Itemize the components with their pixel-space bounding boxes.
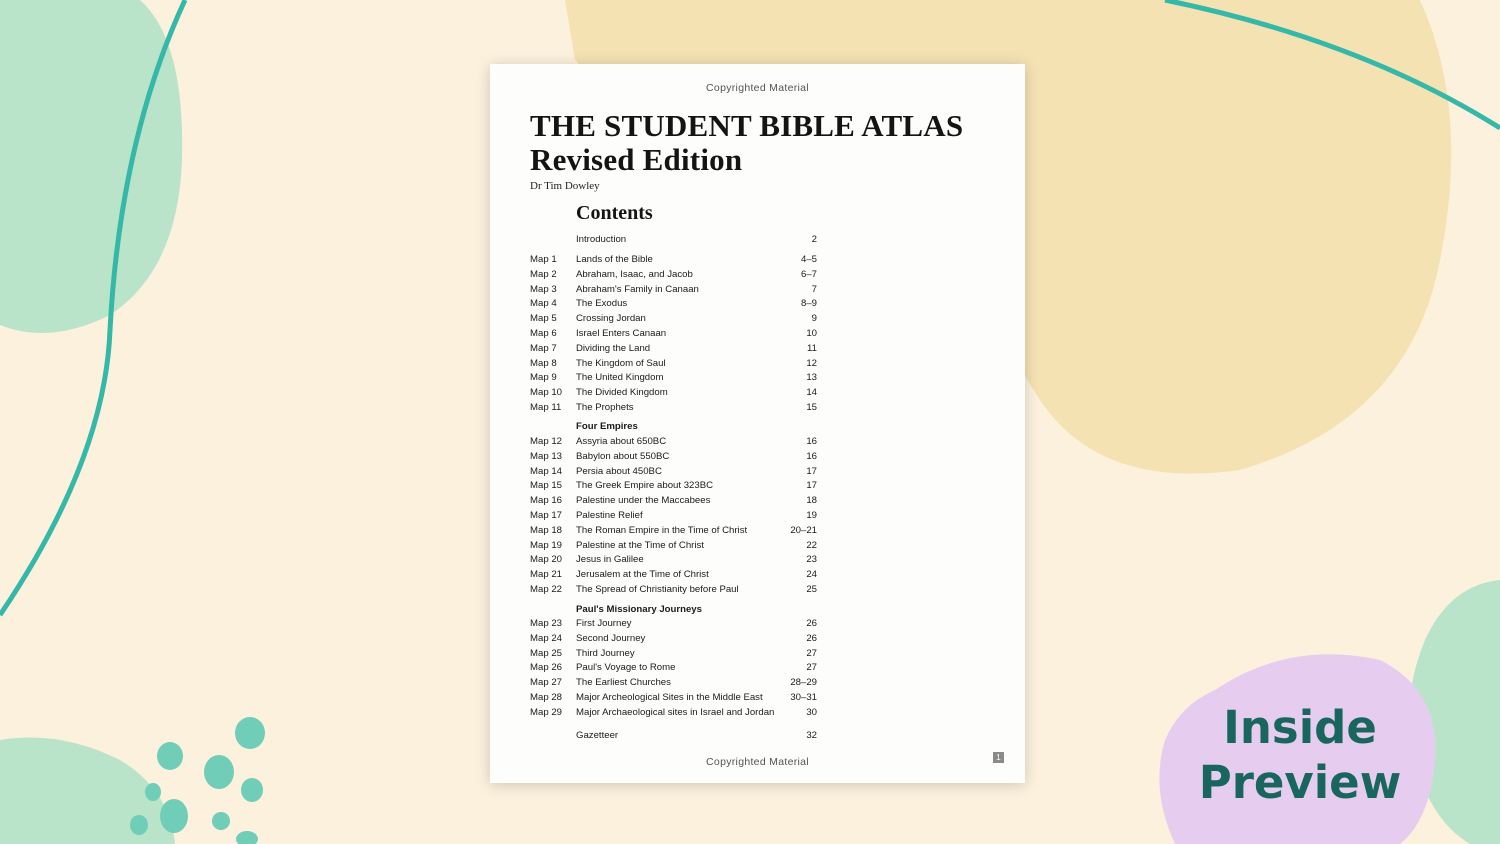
toc-map-number: Map 23: [530, 618, 562, 629]
toc-map-number: Map 20: [530, 554, 562, 566]
inside-preview-badge: [1180, 700, 1420, 810]
toc-entry: [530, 328, 817, 342]
badge-line-1: Inside: [1223, 701, 1377, 754]
toc-page-number: 4–5: [800, 254, 817, 265]
toc-map-number: Map 22: [530, 584, 562, 595]
toc-entry-title: The Kingdom of Saul: [576, 357, 666, 369]
toc-entry: [530, 451, 817, 465]
toc-entry: [530, 387, 817, 401]
toc-entry-title: Introduction: [576, 234, 627, 245]
toc-entry: [530, 584, 817, 598]
toc-entry: [530, 234, 817, 248]
section-heading-four-empires: Four Empires: [576, 421, 638, 432]
toc-entry-title: Palestine at the Time of Christ: [576, 539, 704, 551]
toc-entry: [530, 298, 817, 312]
toc-page-number: 22: [806, 539, 817, 551]
toc-entry: [530, 707, 817, 721]
book-author: Dr Tim Dowley: [530, 180, 600, 192]
toc-entry: [530, 648, 817, 662]
toc-entry-title: Lands of the Bible: [576, 254, 653, 265]
toc-entry: [530, 633, 817, 647]
badge-line-2: Preview: [1198, 756, 1402, 809]
toc-page-number: 2: [811, 234, 817, 245]
toc-entry-title: Major Archeological Sites in the Middle East: [576, 692, 763, 703]
toc-entry: [530, 525, 817, 539]
book-title-line-2: Revised Edition: [530, 142, 743, 177]
toc-entry: [530, 284, 817, 298]
toc-map-number: Map 12: [530, 436, 562, 447]
toc-page-number: 15: [806, 402, 817, 413]
toc-entry-title: The Greek Empire about 323BC: [576, 480, 714, 492]
toc-map-number: Map 27: [530, 677, 562, 689]
toc-entry-title: Palestine under the Maccabees: [576, 495, 711, 507]
toc-page-number: 18: [806, 495, 817, 507]
toc-entry: [530, 402, 817, 416]
toc-page-number: 6–7: [800, 268, 817, 280]
toc-map-number: Map 18: [530, 524, 562, 536]
toc-map-number: Map 10: [530, 387, 562, 399]
toc-entry-title: The Spread of Christianity before Paul: [576, 584, 739, 595]
toc-page-number: 30–31: [790, 692, 817, 703]
toc-entry-title: Crossing Jordan: [576, 313, 646, 325]
toc-page-number: 28–29: [790, 677, 817, 689]
toc-entry: [530, 677, 817, 691]
toc-entry: [530, 436, 817, 450]
page-number: 1: [993, 752, 1004, 763]
toc-map-number: Map 29: [530, 706, 562, 718]
copyright-notice-top: Copyrighted Material: [706, 82, 809, 94]
toc-entry-title: Paul's Voyage to Rome: [576, 662, 676, 674]
toc-entry: [530, 269, 817, 283]
toc-map-number: Map 25: [530, 647, 562, 659]
toc-map-number: Map 7: [530, 342, 557, 354]
toc-entry-title: The Divided Kingdom: [576, 387, 668, 399]
toc-entry-title: The Prophets: [576, 402, 634, 413]
toc-entry-title: The Earliest Churches: [576, 677, 671, 689]
toc-page-number: 17: [806, 480, 817, 492]
toc-map-number: Map 24: [530, 632, 562, 644]
toc-map-number: Map 9: [530, 372, 557, 384]
toc-entry: [530, 495, 817, 509]
toc-entry: [530, 343, 817, 357]
toc-entry-title: The Roman Empire in the Time of Christ: [576, 524, 748, 536]
toc-entry-title: Abraham, Isaac, and Jacob: [576, 268, 693, 280]
contents-heading: Contents: [576, 202, 653, 224]
toc-map-number: Map 8: [530, 357, 557, 369]
toc-page-number: 8–9: [800, 298, 817, 310]
toc-map-number: Map 17: [530, 510, 562, 521]
toc-page-number: 16: [806, 450, 817, 462]
toc-entry-title: First Journey: [576, 618, 632, 629]
toc-map-number: Map 3: [530, 283, 557, 295]
toc-entry: [530, 692, 817, 706]
copyright-notice-bottom: Copyrighted Material: [706, 756, 809, 768]
toc-entry: [530, 569, 817, 583]
toc-page-number: 12: [806, 357, 817, 369]
book-title: [530, 109, 1010, 177]
toc-entry-title: Dividing the Land: [576, 342, 651, 354]
toc-entry: [530, 372, 817, 386]
toc-map-number: Map 15: [530, 480, 562, 492]
toc-entry-title: Major Archaeological sites in Israel and Jordan: [576, 706, 775, 718]
book-title-line-1: THE STUDENT BIBLE ATLAS: [530, 108, 964, 143]
toc-page-number: 32: [806, 730, 817, 741]
toc-page-number: 16: [806, 436, 817, 447]
toc-entry-title: The United Kingdom: [576, 372, 664, 384]
toc-entry-title: Third Journey: [576, 647, 635, 659]
toc-page-number: 7: [811, 283, 817, 295]
toc-page-number: 27: [806, 647, 817, 659]
toc-page-number: 20–21: [790, 524, 817, 536]
toc-map-number: Map 5: [530, 313, 557, 325]
toc-map-number: Map 28: [530, 692, 562, 703]
section-heading-pauls-journeys: Paul's Missionary Journeys: [576, 604, 702, 615]
toc-page-number: 14: [806, 387, 817, 399]
toc-entry: [530, 540, 817, 554]
toc-map-number: Map 19: [530, 539, 562, 551]
toc-map-number: Map 11: [530, 402, 562, 413]
toc-map-number: Map 21: [530, 569, 562, 581]
toc-entry-title: Palestine Relief: [576, 510, 643, 521]
toc-entry-title: Babylon about 550BC: [576, 450, 670, 462]
toc-page-number: 23: [806, 554, 817, 566]
toc-map-number: Map 2: [530, 268, 557, 280]
toc-map-number: Map 26: [530, 662, 562, 674]
toc-page-number: 10: [806, 328, 817, 339]
toc-entry: [530, 254, 817, 268]
toc-page-number: 27: [806, 662, 817, 674]
toc-entry-title: Assyria about 650BC: [576, 436, 667, 447]
toc-entry-title: Jesus in Galilee: [576, 554, 644, 566]
book-preview-page: [490, 64, 1025, 783]
toc-page-number: 30: [806, 706, 817, 718]
toc-entry: [530, 313, 817, 327]
toc-map-number: Map 1: [530, 254, 557, 265]
toc-map-number: Map 16: [530, 495, 562, 507]
toc-map-number: Map 14: [530, 465, 562, 477]
toc-entry-title: Gazetteer: [576, 730, 619, 741]
toc-entry: [530, 510, 817, 524]
toc-page-number: 26: [806, 632, 817, 644]
toc-page-number: 17: [806, 465, 817, 477]
toc-page-number: 19: [806, 510, 817, 521]
toc-entry-title: Abraham's Family in Canaan: [576, 283, 699, 295]
toc-entry-title: Israel Enters Canaan: [576, 328, 667, 339]
toc-entry-title: The Exodus: [576, 298, 628, 310]
toc-entry: [530, 662, 817, 676]
toc-entry: [530, 480, 817, 494]
toc-entry: [530, 618, 817, 632]
toc-entry-title: Second Journey: [576, 632, 646, 644]
toc-entry: [530, 466, 817, 480]
toc-page-number: 13: [806, 372, 817, 384]
toc-page-number: 25: [806, 584, 817, 595]
toc-entry-title: Persia about 450BC: [576, 465, 662, 477]
toc-page-number: 26: [806, 618, 817, 629]
toc-map-number: Map 4: [530, 298, 557, 310]
toc-entry-title: Jerusalem at the Time of Christ: [576, 569, 709, 581]
toc-page-number: 9: [811, 313, 817, 325]
toc-entry: [530, 554, 817, 568]
toc-entry: [530, 730, 817, 744]
toc-map-number: Map 6: [530, 328, 557, 339]
toc-page-number: 11: [807, 342, 817, 354]
toc-map-number: Map 13: [530, 450, 562, 462]
mint-blob-top-left: [0, 0, 182, 333]
toc-page-number: 24: [806, 569, 817, 581]
toc-entry: [530, 358, 817, 372]
